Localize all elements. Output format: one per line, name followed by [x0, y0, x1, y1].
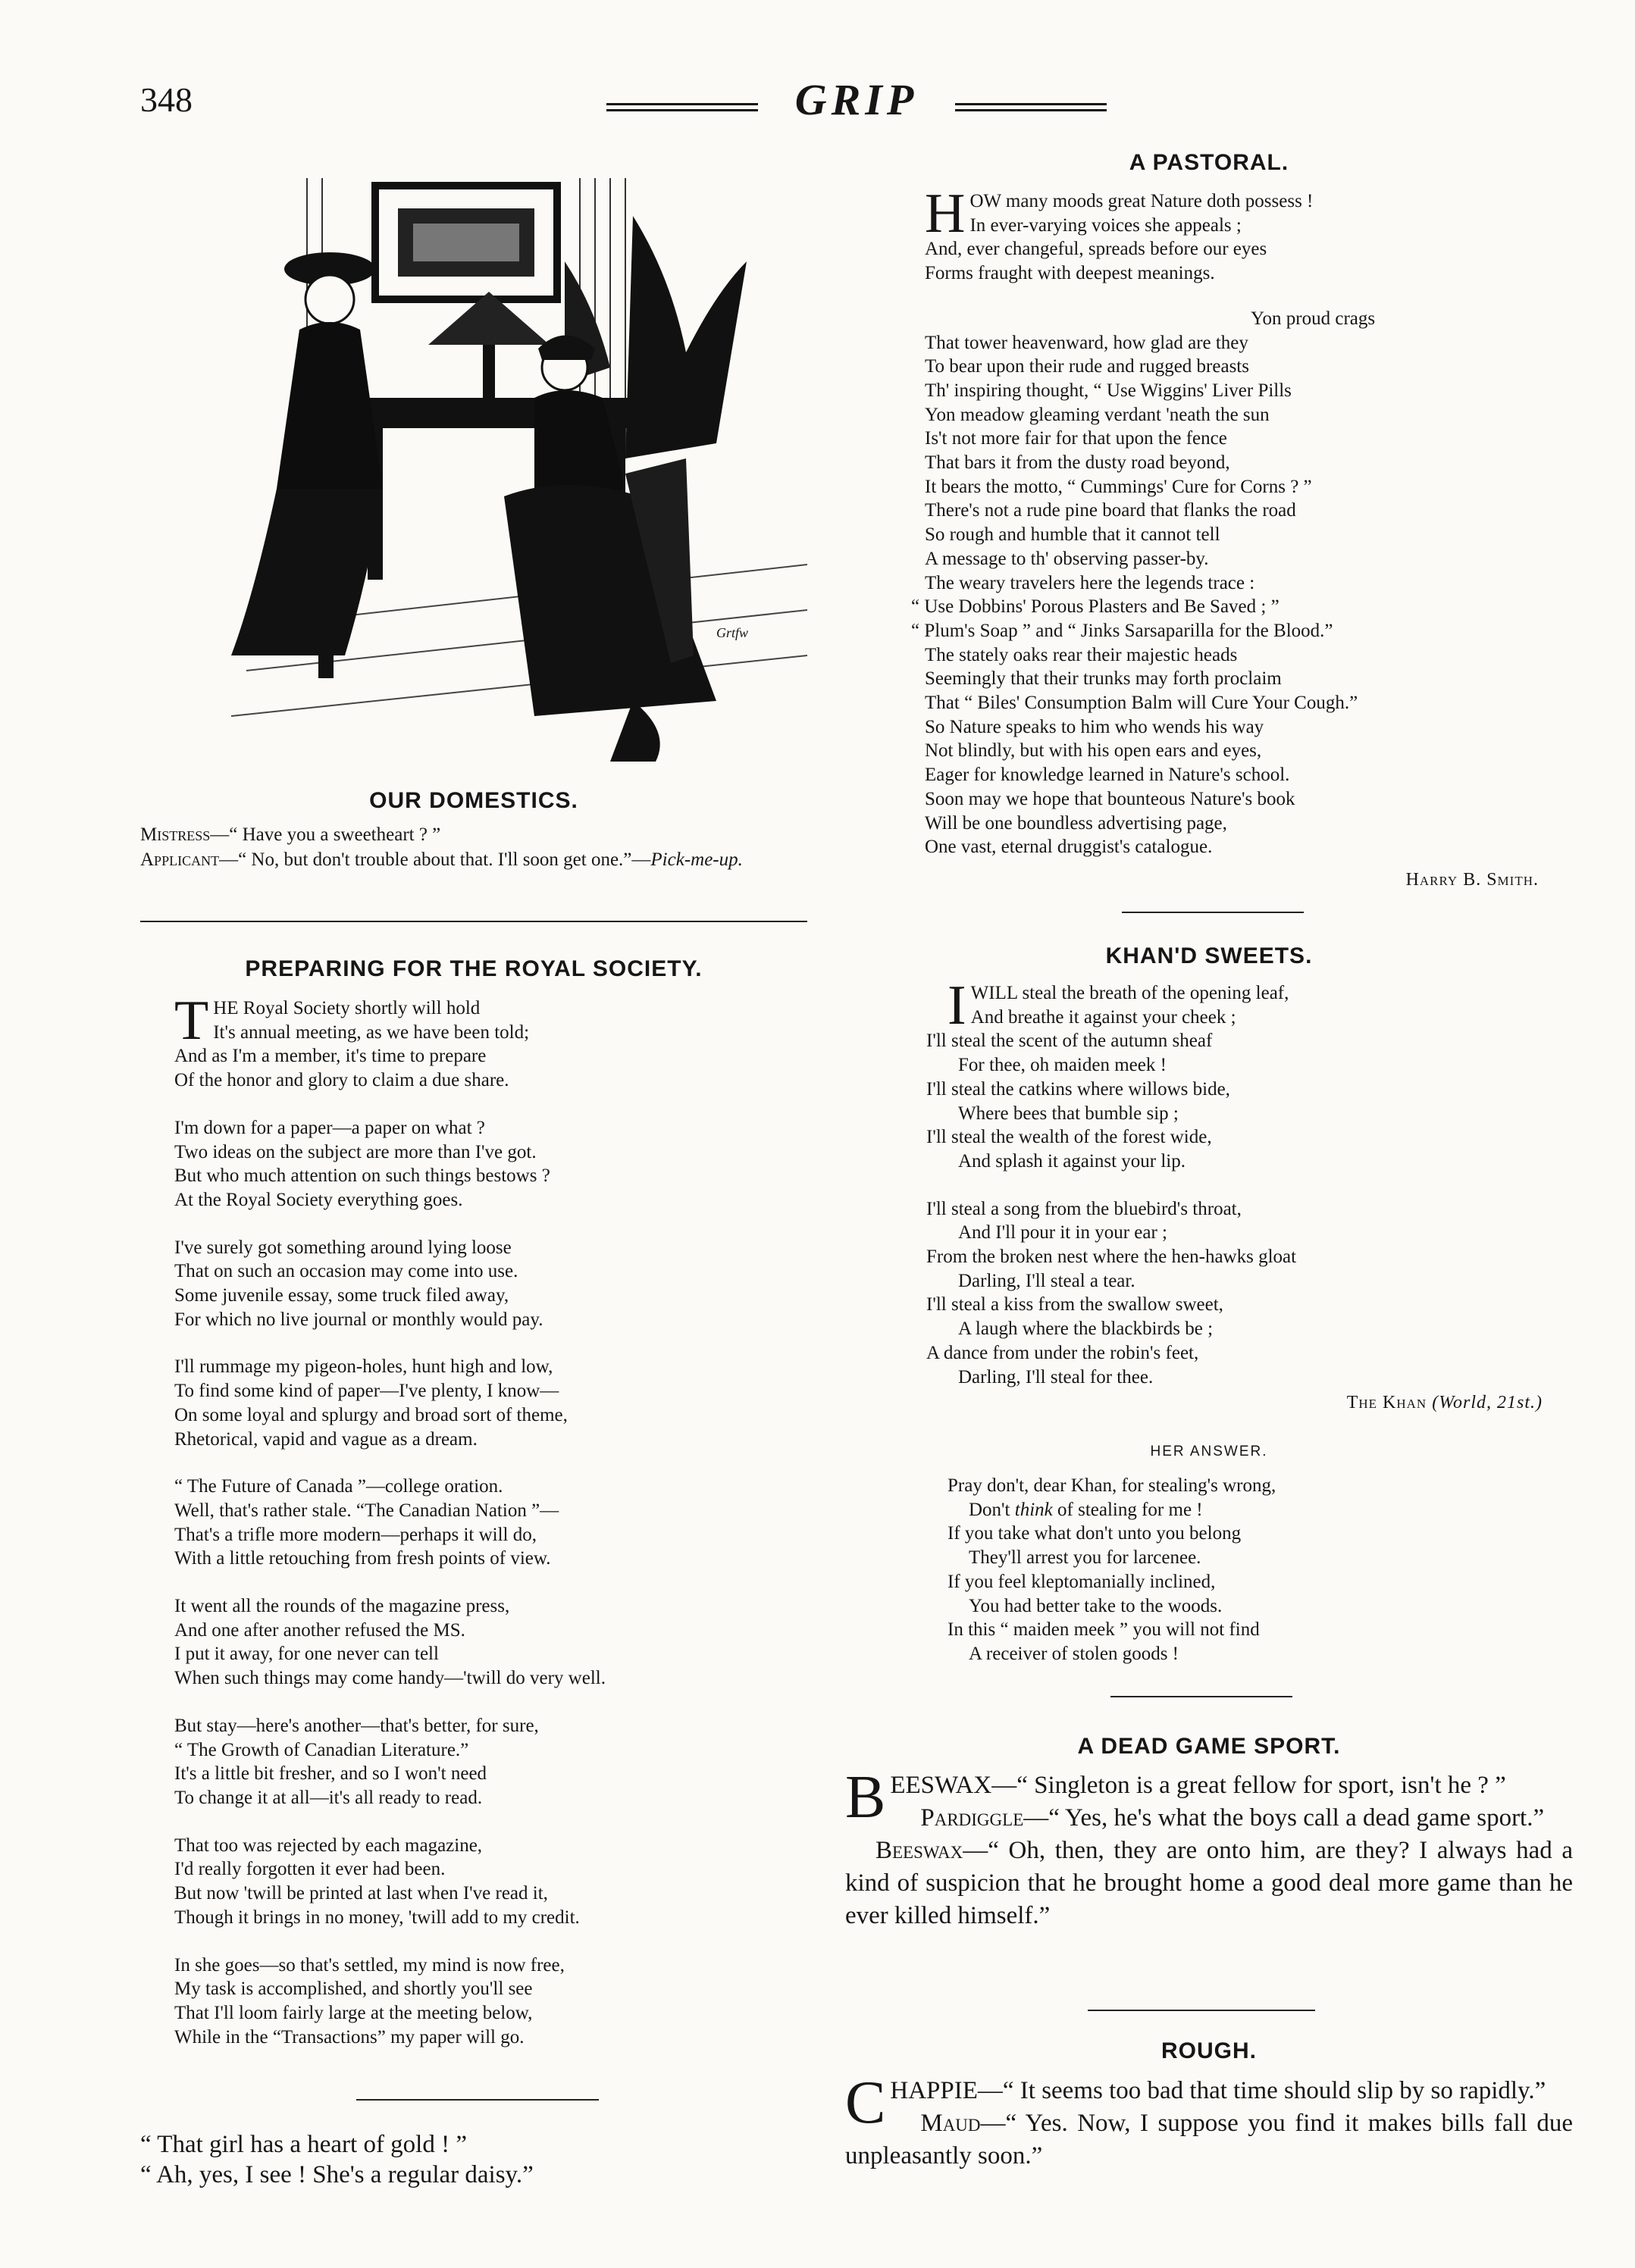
verse-line: From the broken nest where the hen-hawks gloat — [926, 1247, 1297, 1268]
verse-line: Will be one boundless advertising page, — [925, 812, 1227, 834]
verse-line: That tower heavenward, how glad are they — [925, 332, 1248, 353]
verse-line: A receiver of stolen goods ! — [969, 1643, 1179, 1664]
illustration — [140, 170, 807, 777]
verse-line: Well, that's rather stale. “The Canadian Nation ”— — [174, 1500, 559, 1521]
verse-line: I'll steal a kiss from the swallow sweet, — [926, 1294, 1223, 1315]
verse-line: I'll steal the catkins where willows bide, — [926, 1078, 1230, 1100]
verse-line: For thee, oh maiden meek ! — [958, 1055, 1167, 1076]
verse-line: Not blindly, but with his open ears and eyes, — [925, 740, 1262, 762]
verse-line: Seemingly that their trunks may forth proclaim — [925, 668, 1282, 690]
domestics-line-1 — [140, 822, 807, 847]
divider — [356, 2099, 599, 2101]
verse-line: It bears the motto, “ Cummings' Cure for Corns ? ” — [925, 476, 1312, 497]
dead-game-p2 — [845, 1802, 1573, 1835]
verse-line: For which no live journal or monthly would pay. — [174, 1309, 543, 1330]
verse-line: That “ Biles' Consumption Balm will Cure Your Cough.” — [925, 693, 1358, 714]
royal-society-poem — [174, 990, 803, 2072]
verse-line: My task is accomplished, and shortly you'll see — [174, 1979, 533, 2000]
verse-line: In ever-varying voices she appeals ; — [969, 214, 1242, 236]
verse-line: And breathe it against your cheek ; — [970, 1006, 1236, 1028]
text: —“ Oh, then, they are onto him, are they? I always had a kind of suspicion that he brought home a good deal more game than he ever killed himself.” — [845, 1837, 1573, 1929]
verse-line: And as I'm a member, it's time to prepare — [174, 1046, 487, 1067]
emphasis: think — [1014, 1499, 1053, 1520]
source: Pick-me-up. — [650, 849, 743, 870]
rough-title: ROUGH. — [1161, 2038, 1257, 2063]
verse-line: In this “ maiden meek ” you will not find — [947, 1619, 1260, 1641]
dead-game-title: A DEAD GAME SPORT. — [1077, 1734, 1341, 1759]
verse-line: They'll arrest you for larcenee. — [969, 1547, 1201, 1569]
verse-line: In she goes—so that's settled, my mind is now free, — [174, 1954, 565, 1976]
verse-line: But now 'twill be printed at last when I've read it, — [174, 1883, 548, 1904]
verse-line: I'll steal the scent of the autumn sheaf — [926, 1031, 1213, 1052]
verse-line: Some juvenile essay, some truck filed away, — [174, 1285, 509, 1306]
verse-line: The weary travelers here the legends trace : — [925, 572, 1255, 593]
khand-attribution — [845, 1393, 1543, 1413]
verse-line: Two ideas on the subject are more than I've got. — [174, 1141, 537, 1162]
verse-line: Forms fraught with deepest meanings. — [925, 263, 1215, 284]
dead-game-body — [845, 1764, 1573, 1932]
verse-line: And, ever changeful, spreads before our eyes — [925, 239, 1267, 260]
rough-p2 — [845, 2107, 1573, 2173]
verse-line: There's not a rude pine board that flanks the road — [925, 500, 1296, 521]
verse-line: Pray don't, dear Khan, for stealing's wrong, — [947, 1475, 1276, 1496]
verse-line: It's annual meeting, as we have been told; — [213, 1021, 530, 1043]
text: —“ Singleton is a great fellow for sport, isn't he ? ” — [991, 1772, 1506, 1799]
verse-line: A message to th' observing passer-by. — [925, 548, 1209, 569]
dropcap: C — [845, 2069, 886, 2136]
verse-line: I'll steal a song from the bluebird's throat, — [926, 1198, 1242, 1219]
speaker: Maud — [920, 2110, 981, 2137]
daisy-joke — [140, 2129, 534, 2190]
line-text: —“ No, but don't trouble about that. I'll soon get one.”— — [219, 849, 651, 870]
verse-line: While in the “Transactions” my paper will go. — [174, 2026, 525, 2047]
masthead-rule-left — [606, 103, 758, 105]
masthead — [606, 76, 1107, 129]
divider — [1110, 1696, 1292, 1697]
verse-line: It's a little bit fresher, and so I won't need — [174, 1763, 487, 1785]
verse-line: WILL steal the breath of the opening leaf, — [970, 983, 1289, 1003]
verse-line: That on such an occasion may come into use. — [174, 1261, 518, 1282]
verse-line: With a little retouching from fresh points of view. — [174, 1548, 551, 1569]
artist-signature: Grtfw — [716, 625, 749, 640]
verse-line: Don't think of stealing for me ! — [969, 1499, 1203, 1520]
text: —“ It seems too bad that time should slip by so rapidly.” — [977, 2077, 1546, 2104]
verse-line: OW many moods great Nature doth possess ! — [969, 191, 1314, 211]
verse-line: I've surely got something around lying loose — [174, 1237, 512, 1258]
domestics-engraving — [140, 170, 807, 777]
verse-line: Darling, I'll steal for thee. — [958, 1366, 1154, 1387]
verse-line: Soon may we hope that bounteous Nature's book — [925, 788, 1295, 809]
domestics-dialogue — [140, 822, 807, 872]
her-answer-poem — [947, 1474, 1577, 1666]
masthead-rule-right — [955, 103, 1107, 105]
verse-line: A laugh where the blackbirds be ; — [958, 1319, 1214, 1340]
verse-line: “ Use Dobbins' Porous Plasters and Be Saved ; ” — [911, 596, 1279, 618]
page-number: 348 — [140, 80, 193, 119]
speaker: Beeswax — [875, 1837, 963, 1864]
pastoral-poem — [911, 183, 1577, 859]
her-answer-heading: HER ANSWER. — [1150, 1444, 1268, 1459]
verse-line: I'd really forgotten it ever had been. — [174, 1859, 446, 1880]
verse-line: And one after another refused the MS. — [174, 1619, 465, 1641]
khand-source: (World, 21st.) — [1432, 1393, 1543, 1412]
verse-line: “ The Growth of Canadian Literature.” — [174, 1739, 469, 1760]
verse-line: On some loyal and splurgy and broad sort of theme, — [174, 1404, 568, 1425]
verse-line: HE Royal Society shortly will hold — [213, 998, 481, 1018]
verse-line: That bars it from the dusty road beyond, — [925, 452, 1230, 474]
speaker: EESWAX — [890, 1772, 992, 1799]
dropcap: B — [845, 1764, 886, 1831]
speaker: HAPPIE — [890, 2077, 978, 2104]
verse-line: But stay—here's another—that's better, for sure, — [174, 1715, 539, 1736]
pastoral-author: Harry B. Smith. — [1405, 870, 1539, 890]
verse-line: If you take what don't unto you belong — [947, 1523, 1242, 1544]
royal-society-title: PREPARING FOR THE ROYAL SOCIETY. — [245, 956, 703, 981]
masthead-title: GRIP — [794, 75, 919, 124]
verse-line: If you feel kleptomanially inclined, — [947, 1571, 1216, 1592]
verse-line: I'll rummage my pigeon-holes, hunt high and low, — [174, 1356, 553, 1378]
dropcap: T — [174, 990, 209, 1052]
speaker: Applicant — [140, 849, 220, 870]
verse-line: Eager for knowledge learned in Nature's school. — [925, 765, 1290, 786]
domestics-line-2 — [140, 847, 807, 872]
speaker: Pardiggle — [920, 1804, 1024, 1832]
divider — [1122, 912, 1304, 913]
verse-line: “ The Future of Canada ”—college oration. — [174, 1476, 503, 1497]
verse-line: The stately oaks rear their majestic heads — [925, 644, 1238, 665]
verse-line: Th' inspiring thought, “ Use Wiggins' Liver Pills — [925, 380, 1292, 401]
verse-line: But who much attention on such things bestows ? — [174, 1165, 550, 1187]
divider — [140, 921, 807, 922]
verse-line: Yon proud crags — [1251, 308, 1376, 329]
verse-line: To change it at all—it's all ready to read. — [174, 1787, 483, 1808]
verse-line: And I'll pour it in your ear ; — [958, 1222, 1167, 1243]
divider — [1088, 2010, 1315, 2011]
pastoral-title: A PASTORAL. — [1129, 150, 1289, 175]
daisy-line-2: “ Ah, yes, I see ! She's a regular daisy.” — [140, 2161, 534, 2188]
verse-line: That's a trifle more modern—perhaps it will do, — [174, 1524, 537, 1545]
verse-line: When such things may come handy—'twill do very well. — [174, 1668, 606, 1689]
verse-line: At the Royal Society everything goes. — [174, 1189, 463, 1210]
masthead-rule-right-2 — [955, 109, 1107, 111]
khand-poem — [926, 974, 1577, 1389]
text: —“ Yes. Now, I suppose you find it makes bills fall due unpleasantly soon.” — [845, 2110, 1573, 2169]
rough-body — [845, 2069, 1573, 2173]
text: —“ Yes, he's what the boys call a dead game sport.” — [1023, 1804, 1545, 1832]
verse-line: To bear upon their rude and rugged breasts — [925, 356, 1249, 377]
verse-line: One vast, eternal druggist's catalogue. — [925, 837, 1213, 858]
domestics-caption: OUR DOMESTICS. — [369, 788, 578, 813]
verse-line: I'll steal the wealth of the forest wide, — [926, 1127, 1212, 1148]
dropcap: H — [925, 183, 966, 245]
verse-line: That too was rejected by each magazine, — [174, 1835, 483, 1856]
verse-line: And splash it against your lip. — [958, 1150, 1186, 1172]
verse-line: To find some kind of paper—I've plenty, I know— — [174, 1381, 559, 1402]
verse-line: Darling, I'll steal a tear. — [958, 1270, 1135, 1291]
verse-line: Rhetorical, vapid and vague as a dream. — [174, 1428, 478, 1450]
verse-line: I'm down for a paper—a paper on what ? — [174, 1117, 485, 1138]
verse-line: Is't not more fair for that upon the fence — [925, 428, 1227, 449]
daisy-line-1: “ That girl has a heart of gold ! ” — [140, 2131, 467, 2158]
verse-line: Where bees that bumble sip ; — [958, 1103, 1179, 1124]
verse-line: “ Plum's Soap ” and “ Jinks Sarsaparilla for the Blood.” — [911, 620, 1333, 641]
speaker: Mistress — [140, 824, 211, 845]
verse-line: That I'll loom fairly large at the meeting below, — [174, 2002, 533, 2023]
verse-line: Though it brings in no money, 'twill add to my credit. — [174, 1907, 580, 1928]
verse-line: A dance from under the robin's feet, — [926, 1342, 1199, 1363]
verse-line: You had better take to the woods. — [969, 1595, 1223, 1616]
line-text: —“ Have you a sweetheart ? ” — [210, 824, 441, 845]
dead-game-p3 — [845, 1835, 1573, 1932]
verse-line: So rough and humble that it cannot tell — [925, 524, 1220, 546]
khand-author: The Khan — [1346, 1393, 1427, 1412]
verse-line: It went all the rounds of the magazine press, — [174, 1596, 510, 1617]
verse-line: Of the honor and glory to claim a due share. — [174, 1070, 509, 1091]
masthead-rule-left-2 — [606, 109, 758, 111]
verse-line: So Nature speaks to him who wends his way — [925, 716, 1264, 737]
khand-title: KHAN'D SWEETS. — [1105, 943, 1313, 968]
verse-line: I put it away, for one never can tell — [174, 1644, 439, 1665]
dropcap: I — [947, 974, 966, 1037]
verse-line: Yon meadow gleaming verdant 'neath the sun — [925, 404, 1270, 425]
